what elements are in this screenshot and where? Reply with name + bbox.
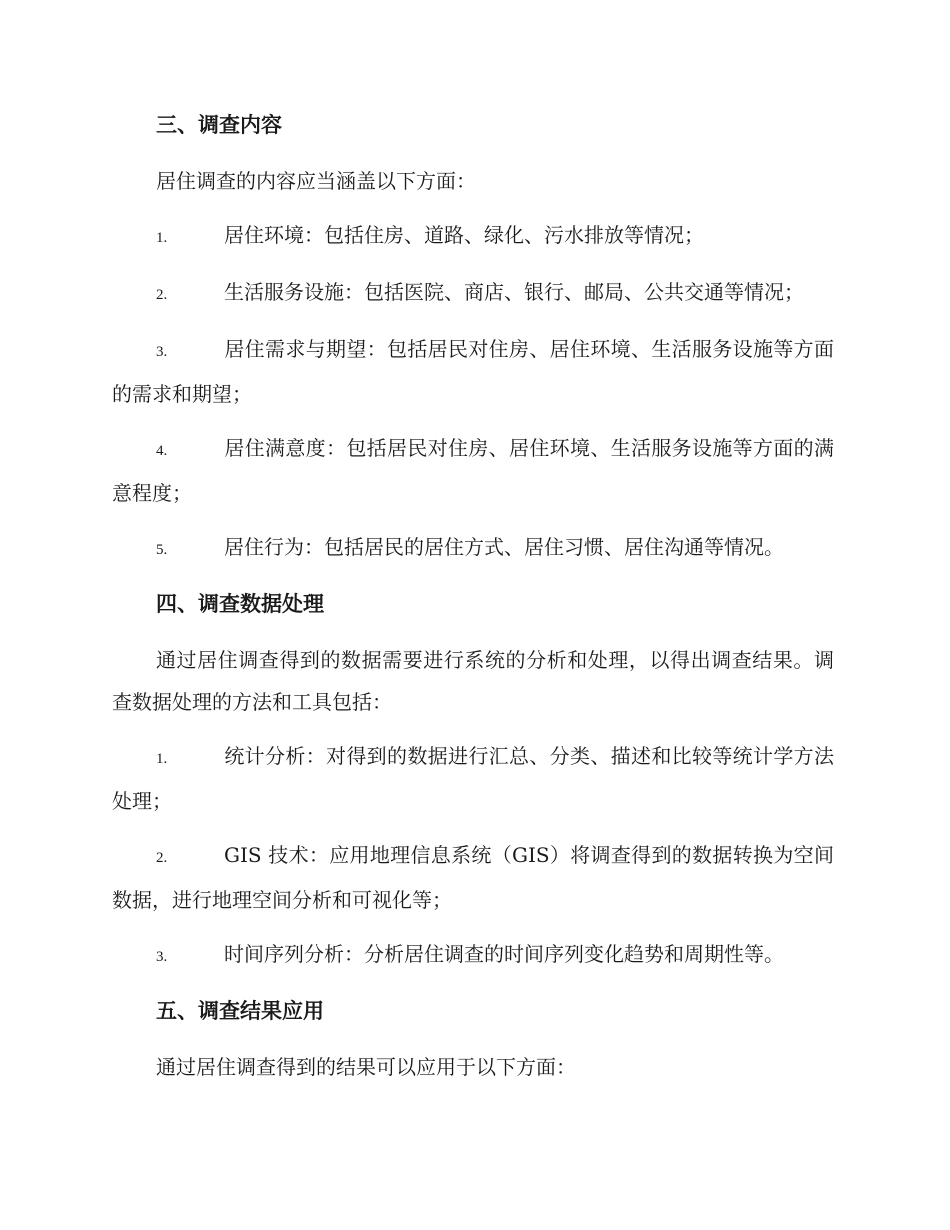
list-item bbox=[112, 933, 834, 978]
list-item-number: 2. bbox=[156, 287, 168, 303]
list-item-text: 居住环境：包括住房、道路、绿化、污水排放等情况； bbox=[224, 223, 704, 247]
section-heading-survey-content: 三、调查内容 bbox=[156, 112, 282, 137]
section-intro: 通过居住调查得到的数据需要进行系统的分析和处理，以得出调查结果。调查数据处理的方法和工具包括： bbox=[112, 648, 834, 714]
list-item-number: 2. bbox=[156, 850, 168, 866]
list-item-text: 居住满意度：包括居民对住房、居住环境、生活服务设施等方面的满意程度； bbox=[112, 436, 834, 505]
list-item-number: 1. bbox=[156, 751, 168, 767]
list-item-number: 5. bbox=[156, 542, 168, 558]
list-item-text: 居住需求与期望：包括居民对住房、居住环境、生活服务设施等方面的需求和期望； bbox=[112, 337, 834, 406]
section-intro: 通过居住调查得到的结果可以应用于以下方面： bbox=[156, 1055, 576, 1079]
list-item bbox=[112, 214, 834, 259]
section-heading-result-application: 五、调查结果应用 bbox=[156, 998, 324, 1023]
list-item-text: 生活服务设施：包括医院、商店、银行、邮局、公共交通等情况； bbox=[224, 280, 804, 304]
list-item bbox=[112, 834, 834, 921]
list-item bbox=[112, 271, 834, 316]
section-intro: 居住调查的内容应当涵盖以下方面： bbox=[156, 169, 476, 193]
list-item-number: 1. bbox=[156, 230, 168, 246]
list-item-number: 4. bbox=[156, 443, 168, 459]
list-item-text: 时间序列分析：分析居住调查的时间序列变化趋势和周期性等。 bbox=[224, 942, 784, 966]
list-item-number: 3. bbox=[156, 344, 168, 360]
list-item bbox=[112, 328, 834, 415]
list-item-text: GIS 技术：应用地理信息系统（GIS）将调查得到的数据转换为空间数据，进行地理空间分析和可视化等； bbox=[112, 843, 834, 912]
section-heading-data-processing: 四、调查数据处理 bbox=[156, 591, 324, 616]
list-item-number: 3. bbox=[156, 949, 168, 965]
list-item bbox=[112, 735, 834, 822]
document-body bbox=[112, 104, 834, 1100]
list-item-text: 居住行为：包括居民的居住方式、居住习惯、居住沟通等情况。 bbox=[224, 535, 784, 559]
list-item bbox=[112, 526, 834, 571]
list-item bbox=[112, 427, 834, 514]
list-item-text: 统计分析：对得到的数据进行汇总、分类、描述和比较等统计学方法处理； bbox=[112, 744, 834, 813]
